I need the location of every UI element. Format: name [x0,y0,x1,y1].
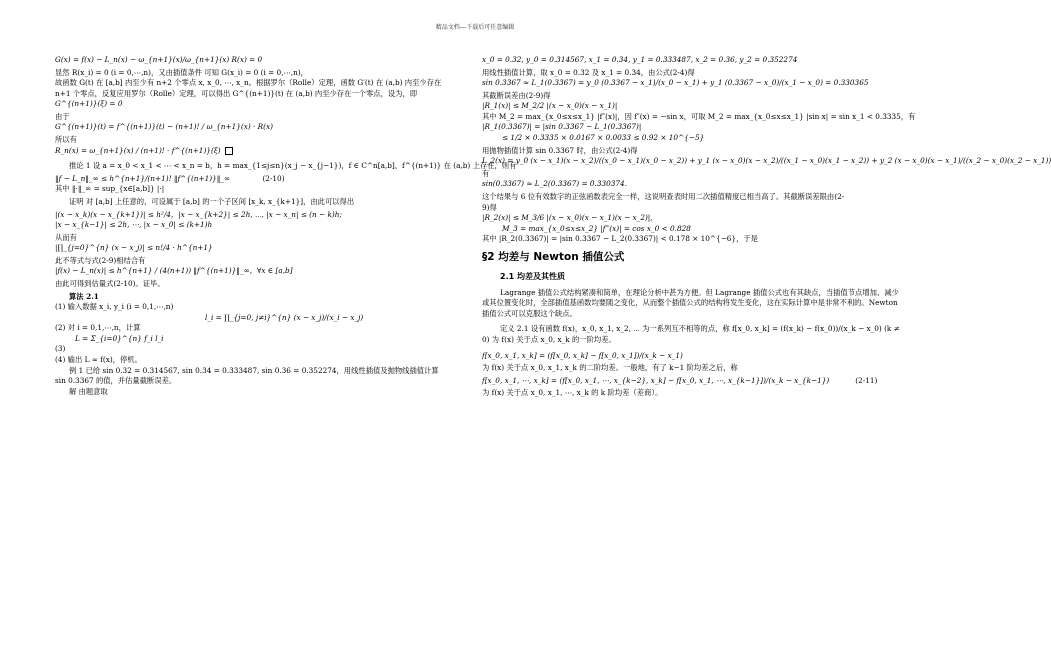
text-line: 由于 [55,111,70,121]
algorithm-step: (2) 对 i = 0,1,⋯,n，计算 [55,323,141,333]
remainder-r1-value: |R_1(0.3367)| = |sin 0.3367 − L_1(0.3367)| [482,122,642,132]
text-line: 其截断误差由(2-9)得 [482,90,551,100]
remainder-r1-bound: ≤ 1/2 × 0.3335 × 0.0167 × 0.0033 ≤ 0.92 × 10^{−5} [502,133,705,143]
text-line: 为 f(x) 关于点 x_0, x_1, x_k 的二阶均差。一般地，有了 k−1 阶均差之后，称 [482,363,738,373]
product-bound: |∏_{j=0}^{n} (x − x_j)| ≤ n!/4 · h^{n+1} [55,243,213,253]
text-line: n+1 个零点，反复应用罗尔（Rolle）定理，可以得出 G^{(n+1)}(t) 在 (a,b) 内至少存在一个零点，设为，即 [55,88,418,98]
text-line: 故函数 G(t) 在 [a,b] 内至少有 n+2 个零点 x, x_0, ⋯, x_n。根据罗尔（Rolle）定理，函数 G′(t) 在 (a,b) 内至少存在 [55,78,442,88]
text-line: 这个结果与 6 位有效数字的正弦函数表完全一样，这说明查表时用二次插值精度已相当高了。其截断误差限由(2- [482,191,845,201]
definition-2-1: 定义 2.1 设有函数 f(x)，x_0, x_1, x_2, ⋯ 为一系列互不相等的点，称 f[x_0, x_k] = (f(x_k) − f(x_0))/(x_k − x_0) (k ≠ 0) 为 f(x) 关于点 x_0, x_k 的一阶均差。 [482,324,900,344]
text-line: 其中 ‖·‖_∞ = sup_{x∈[a,b]} |·| [55,184,165,194]
example-1: 例 1 已给 sin 0.32 = 0.314567, sin 0.34 = 0.333487, sin 0.36 = 0.352274，用线性插值及抛物线插值计算 [69,365,439,375]
subsection-heading: 2.1 均差及其性质 [500,272,565,282]
text-line: 由此可得到估量式(2-10)。证毕。 [55,278,165,288]
text-line: sin 0.3367 的值，并估量截断误差。 [55,376,177,386]
remainder-r2: |R_2(x)| ≤ M_3/6 |(x − x_0)(x − x_1)(x − x_2)|, [482,213,653,223]
equation-remainder: R_n(x) = ω_{n+1}(x) / (n+1)! · f^{(n+1)}(ξ) [55,146,467,157]
equation-2-10: ‖f − L_n‖_∞ ≤ h^{n+1}/(n+1)! ‖f^{(n+1)}‖_∞ (2-10) [55,173,285,183]
algorithm-step: (4) 输出 L ≈ f(x)，停机。 [55,355,142,365]
basis-formula: l_i = ∏_{j=0, j≠i}^{n} (x − x_j)/(x_i − x_j) [205,312,364,322]
proof: 证明 对 [a,b] 上任意的，可设属于 [a,b] 的一个子区间 [x_k, x_{k+1}]，由此可以得出 [69,196,355,206]
second-order-difference: f[x_0, x_1, x_k] = (f[x_0, x_k] − f[x_0, x_1])/(x_k − x_1) [482,350,683,360]
algorithm-step: (3) [55,344,66,354]
right-column [482,55,1051,399]
text-line: 为 f(x) 关于点 x_0, x_1, ⋯, x_k 的 k 阶均差（差商）。 [482,388,663,398]
page-header: 精品文档---下载后可任意编辑 [435,24,515,31]
text-line: 9)得 [482,202,497,212]
paragraph: Lagrange 插值公式结构紧凑和简单，在理论分析中甚为方便。但 Lagrange 插值公式也有其缺点，当插值节点增加、减少或其位置变化时，全部插值基函数均要随之变化，从而整个插值公式的结构将发生变化，这在实际计算中是非常不利的。Newton 插值公式可以克服这个缺点。 [482,287,899,318]
equation-2-11: f[x_0, x_1, ⋯, x_k] = (f[x_0, x_1, ⋯, x_{k−2}, x_k] − f[x_0, x_1, ⋯, x_{k−1}])/(x_k − x_{k−1}) (2-11) [482,375,878,385]
solution: 解 由题意取 [69,386,108,396]
section-heading: §2 均差与 Newton 插值公式 [482,250,625,263]
text-line: 所以有 [55,135,77,145]
text-line: 此不等式与式(2-9)相结合有 [55,255,146,265]
algorithm-step: (1) 输入数据 x_i, y_i (i = 0,1,⋯,n) [55,302,174,312]
linear-interpolation: sin 0.3367 ≈ L_1(0.3367) = y_0 (0.3367 − x_1)/(x_0 − x_1) + y_1 (0.3367 − x_0)/(x_1 − x_0) = 0.330365 [482,78,869,88]
given-values: x_0 = 0.32, y_0 = 0.314567, x_1 = 0.34, y_1 = 0.333487, x_2 = 0.36, y_2 = 0.352274 [482,55,798,64]
quadratic-interpolation: L_2(x) = y_0 (x − x_1)(x − x_2)/((x_0 − x_1)(x_0 − x_2)) + y_1 (x − x_0)(x − x_2)/((x_1 − x_0)(x_1 − x_2)) + y_2 (x − x_0)(x − x_1)/((x_2 − x_0)(x_2 − x_1)) [482,156,1051,166]
text-line: 其中 M_2 = max_{x_0≤x≤x_1} |f″(x)|，因 f″(x) = −sin x，可取 M_2 = max_{x_0≤x≤x_1} |sin x| = sin x_1 < 0.3335，有 [482,111,916,121]
equation-g-derivative: G^{(n+1)}(t) = f^{(n+1)}(t) − (n+1)! / ω_{n+1}(x) · R(x) [55,122,273,132]
m3-bound: M_3 = max_{x_0≤x≤x_2} |f‴(x)| = cos x_0 < 0.828 [502,223,691,233]
remainder-r2-value: 其中 |R_2(0.3367)| = |sin 0.3367 − L_2(0.3367)| < 0.178 × 10^{−6}，于是 [482,234,758,244]
algorithm-title: 算法 2.1 [69,291,99,301]
inequality: |x − x_{k−1}| ≤ 2h, ⋯, |x − x_0| ≤ (k+1)h [55,220,213,230]
qed-box [225,147,233,155]
text-line: 显然 R(x_i) = 0 (i = 0,⋯,n)，又由插值条件 可知 G(x_i) = 0 (i = 0,⋯,n)， [55,67,308,77]
inequality: |(x − x_k)(x − x_{k+1})| ≤ h²/4，|x − x_{k+2}| ≤ 2h, ⋯, |x − x_n| ≤ (n − k)h; [55,209,342,219]
equation-g-xi: G^{(n+1)}(ξ) = 0 [55,99,123,109]
text-line: 从而有 [55,232,77,242]
text-line: 用抛物插值计算 sin 0.3367 时，由公式(2-4)得 [482,145,638,155]
sum-formula: L = Σ_{i=0}^{n} f_i l_i [75,333,164,343]
corollary-1: 推论 1 设 a = x_0 < x_1 < ⋯ < x_n = b，h = max_{1≤j≤n}(x_j − x_{j−1})，f ∈ C^n[a,b]，f^{(n+1)} 在 (a,b) 上存在，则有 [69,161,517,171]
text-line: 有 [482,168,490,178]
equation-g: G(x) = f(x) − L_n(x) − ω_{n+1}(x)/ω_{n+1}(x) R(x) = 0 [55,55,263,64]
text-line: 用线性插值计算，取 x_0 = 0.32 及 x_1 = 0.34，由公式(2-4)得 [482,67,695,77]
quadratic-result: sin(0.3367) ≈ L_2(0.3367) = 0.330374. [482,179,628,189]
error-bound: |f(x) − L_n(x)| ≤ h^{n+1} / (4(n+1)) ‖f^{(n+1)}‖_∞，∀x ∈ [a,b] [55,266,293,276]
remainder-r1: |R_1(x)| ≤ M_2/2 |(x − x_0)(x − x_1)| [482,101,618,111]
